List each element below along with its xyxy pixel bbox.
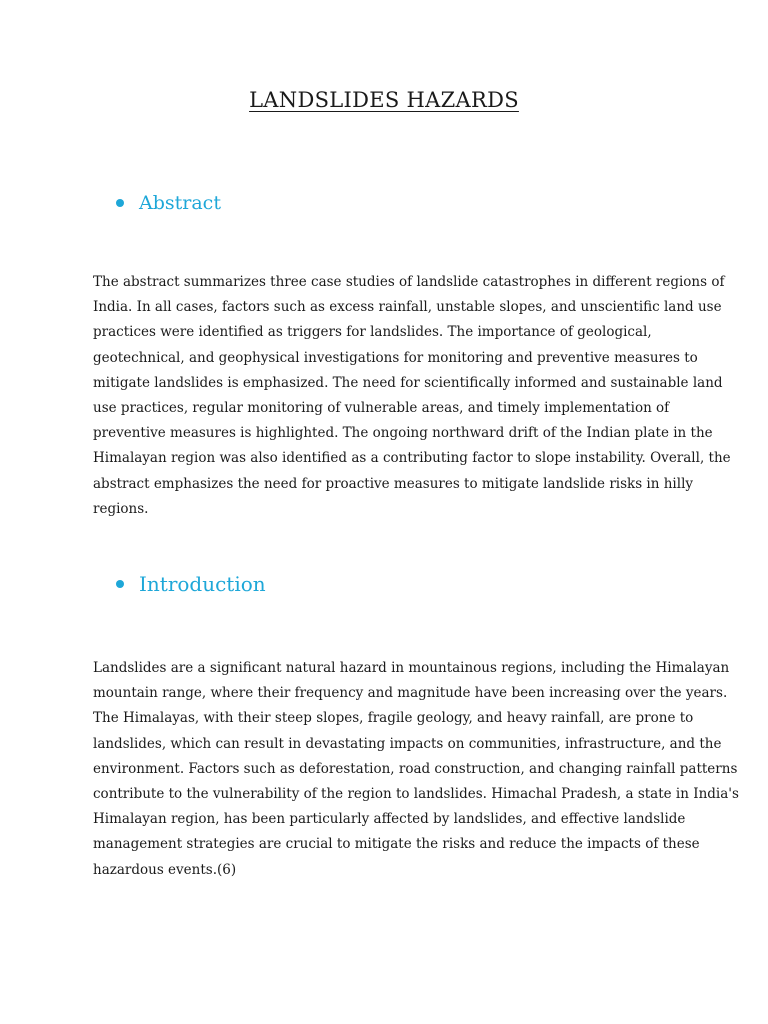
paragraph-line: management strategies are crucial to mitigate the risks and reduce the impacts of these (93, 836, 700, 853)
paragraph-line: mountain range, where their frequency and magnitude have been increasing over the years. (93, 685, 728, 702)
section-heading-label: Abstract (139, 192, 221, 214)
section-heading-introduction (116, 572, 266, 596)
paragraph-line: The Himalayas, with their steep slopes, fragile geology, and heavy rainfall, are prone to (93, 710, 694, 727)
paragraph-line: landslides, which can result in devastating impacts on communities, infrastructure, and the (93, 735, 722, 752)
paragraph-line: regions. (93, 500, 149, 517)
bullet-dot-icon (116, 199, 124, 207)
bullet-dot-icon (116, 580, 124, 588)
paragraph-line: Himalayan region was also identified as a contributing factor to slope instability. Overall, the (93, 450, 731, 467)
introduction-paragraph (93, 656, 739, 883)
paragraph-line: Landslides are a significant natural hazard in mountainous regions, including the Himalayan (93, 660, 730, 676)
section-heading-label: Introduction (139, 572, 266, 596)
paragraph-line: contribute to the vulnerability of the region to landslides. Himachal Pradesh, a state in India's (93, 786, 739, 803)
paragraph-line: practices were identified as triggers for landslides. The importance of geological, (93, 324, 652, 341)
section-heading-abstract (116, 192, 221, 214)
paragraph-line: environment. Factors such as deforestation, road construction, and changing rainfall patterns (93, 760, 738, 777)
paragraph-line: abstract emphasizes the need for proactive measures to mitigate landslide risks in hilly (93, 475, 694, 492)
paragraph-line: preventive measures is highlighted. The ongoing northward drift of the Indian plate in the (93, 425, 713, 442)
paragraph-line: mitigate landslides is emphasized. The need for scientifically informed and sustainable land (93, 374, 723, 391)
abstract-paragraph (93, 270, 731, 522)
paragraph-line: use practices, regular monitoring of vulnerable areas, and timely implementation of (93, 400, 670, 417)
paragraph-line: India. In all cases, factors such as excess rainfall, unstable slopes, and unscientific land use (93, 299, 722, 316)
document-title: LANDSLIDES HAZARDS (249, 88, 519, 112)
paragraph-line: Himalayan region, has been particularly affected by landslides, and effective landslide (93, 811, 686, 828)
paragraph-line: geotechnical, and geophysical investigations for monitoring and preventive measures to (93, 349, 698, 366)
paragraph-line: The abstract summarizes three case studies of landslide catastrophes in different regions of (93, 274, 725, 290)
paragraph-line: hazardous events.(6) (93, 861, 237, 878)
